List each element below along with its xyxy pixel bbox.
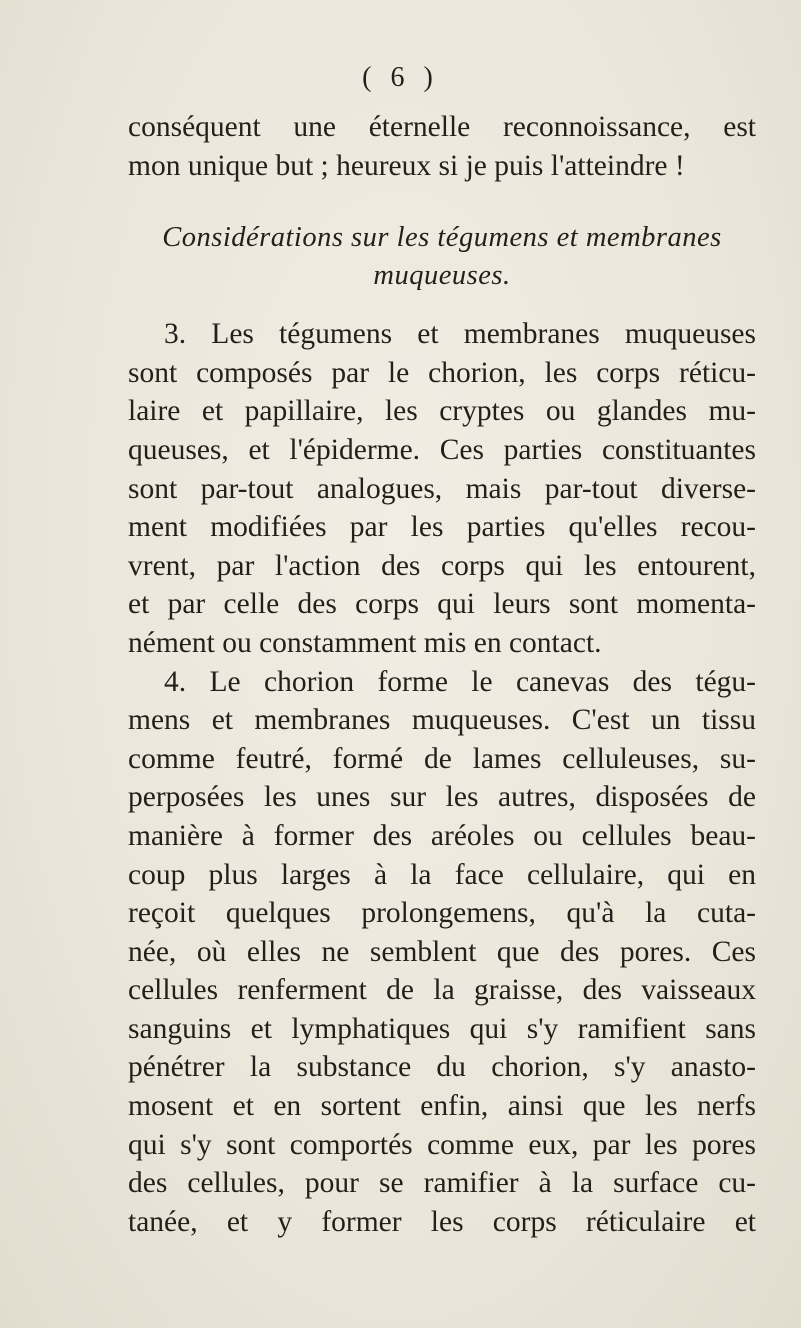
paragraph-3-line: vrent, par l'action des corps qui les entourent, [128, 549, 756, 582]
paragraph-3 [128, 315, 756, 662]
paragraph-4-line: tanée, et y former les corps réticulaire et [128, 1205, 756, 1238]
page-number: ( 6 ) [362, 62, 439, 93]
paragraph-3-line: ment modifiées par les parties qu'elles recou- [128, 511, 756, 544]
paragraph-4-line: pénétrer la substance du chorion, s'y anasto- [128, 1051, 756, 1084]
paragraph-4-line: mens et membranes muqueuses. C'est un tissu [128, 704, 756, 737]
paragraph-3-line: queuses, et l'épiderme. Ces parties constituantes [128, 433, 756, 466]
paragraph-4-line: comme feutré, formé de lames celluleuses, su- [128, 742, 756, 775]
paragraph-4-line: perposées les unes sur les autres, disposées de [128, 781, 756, 814]
paragraph-4-line: des cellules, pour se ramifier à la surface cu- [128, 1167, 756, 1200]
paragraph-3-line: laire et papillaire, les cryptes ou glandes mu- [128, 395, 756, 428]
intro-line-1: conséquent une éternelle reconnoissance, est [128, 111, 756, 143]
paragraph-3-line: 3. Les tégumens et membranes muqueuses [164, 318, 756, 351]
paragraph-4 [128, 663, 756, 1242]
intro-line-2: mon unique but ; heureux si je puis l'atteindre ! [128, 149, 685, 182]
paragraph-4-line: née, où elles ne semblent que des pores. Ces [128, 935, 756, 968]
paragraph-4-line: qui s'y sont comportés comme eux, par les pores [128, 1128, 756, 1161]
paragraph-3-line: et par celle des corps qui leurs sont momenta- [128, 588, 756, 621]
text-block [128, 108, 756, 1241]
paragraph-3-line: nément ou constamment mis en contact. [128, 626, 602, 659]
paragraph-4-line: 4. Le chorion forme le canevas des tégu- [164, 665, 756, 698]
paragraph-4-line: reçoit quelques prolongemens, qu'à la cuta- [128, 897, 756, 930]
paragraph-4-line: coup plus larges à la face cellulaire, qui en [128, 858, 756, 891]
paragraph-4-line: mosent et en sortent enfin, ainsi que les nerfs [128, 1090, 756, 1123]
paragraph-4-line: manière à former des aréoles ou cellules beau- [128, 819, 756, 852]
paragraph-3-line: sont par-tout analogues, mais par-tout diverse- [128, 472, 756, 505]
paragraph-4-line: cellules renferment de la graisse, des vaisseaux [128, 974, 756, 1007]
section-title-line-2: muqueuses. [373, 260, 511, 292]
section-title-line-1: Considérations sur les tégumens et membranes [162, 222, 722, 254]
paragraph-3-line: sont composés par le chorion, les corps réticu- [128, 356, 756, 389]
paragraph-4-line: sanguins et lymphatiques qui s'y ramifient sans [128, 1012, 756, 1045]
